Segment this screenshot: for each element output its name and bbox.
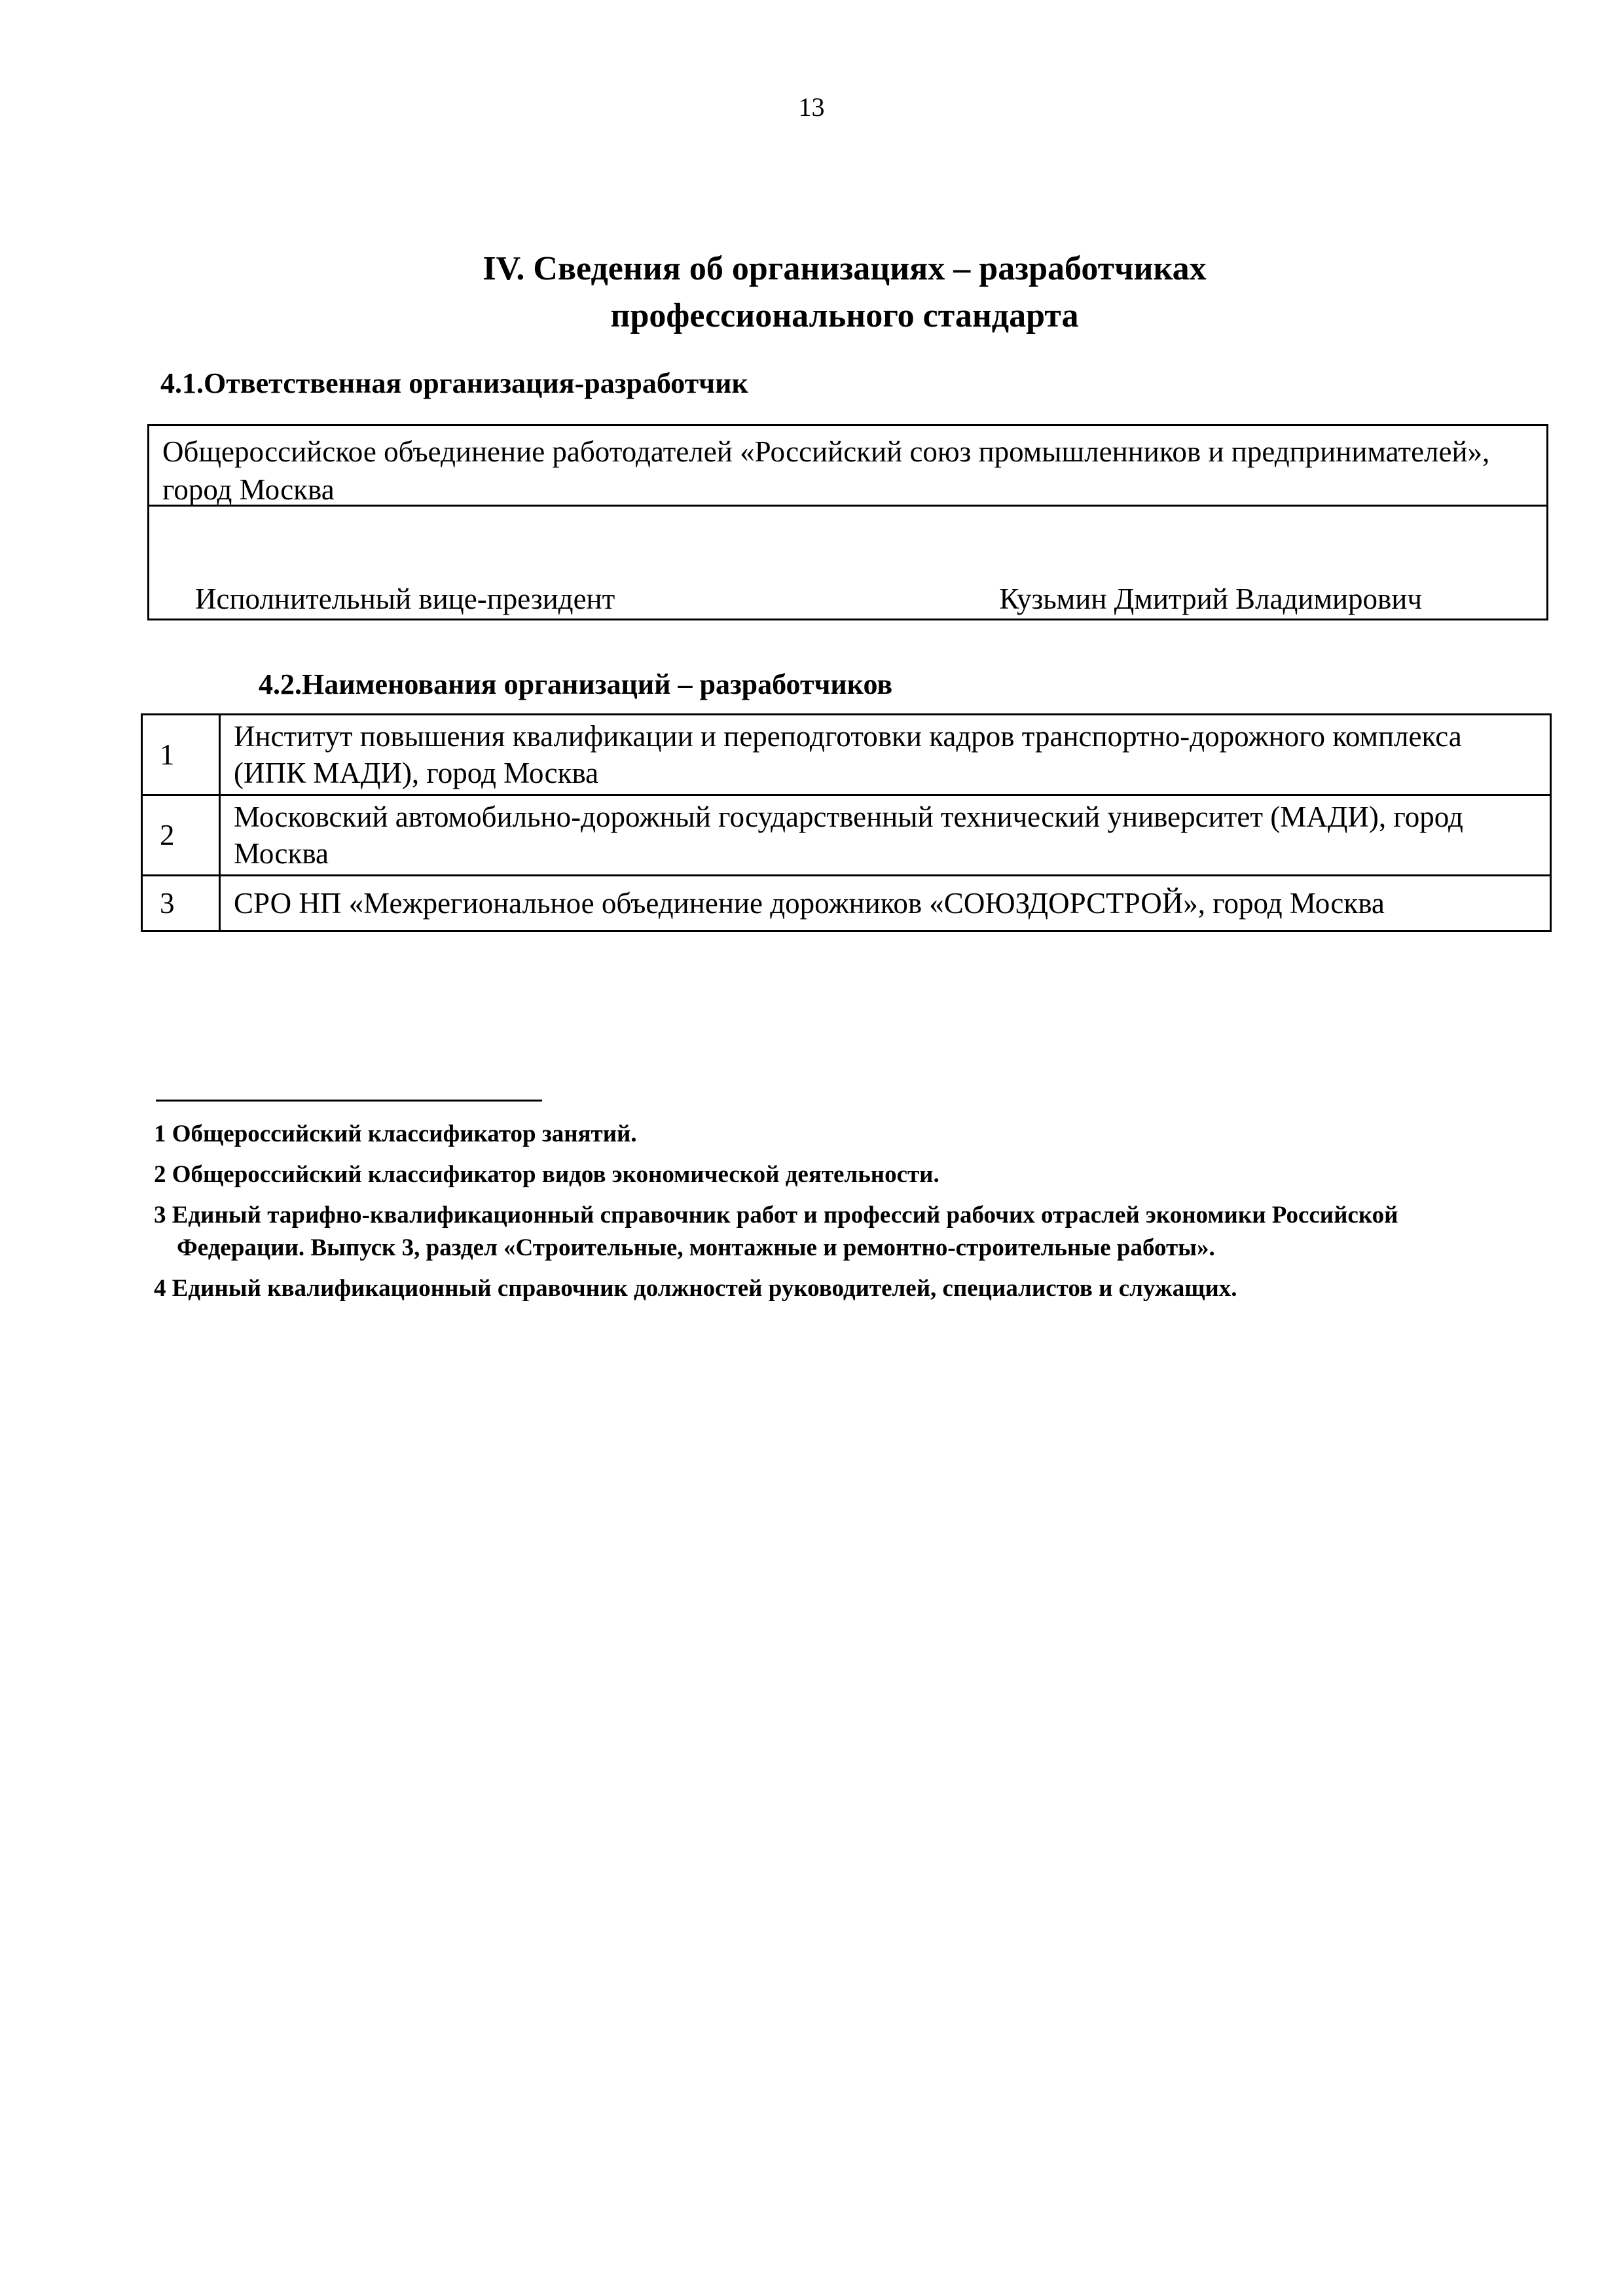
- footnote-4: 4 Единый квалификационный справочник должностей руководителей, специалистов и служащих.: [154, 1275, 1237, 1302]
- row-number: 3: [142, 876, 220, 931]
- table-row: [142, 876, 1551, 931]
- developers-heading: 4.2.Наименования организаций – разработчиков: [259, 668, 893, 700]
- responsible-org-divider: [149, 505, 1546, 507]
- footnotes: [154, 1118, 1552, 1313]
- developer-name: Институт повышения квалификации и переподготовки кадров транспортно-дорожного комплекса (ИПК МАДИ), город Москва: [220, 715, 1551, 795]
- signatory-position: Исполнительный вице-президент: [195, 583, 615, 615]
- footnote-separator: [156, 1100, 542, 1102]
- developer-name: Московский автомобильно-дорожный государственный технический университет (МАДИ), город Москва: [220, 795, 1551, 876]
- page-number: 13: [798, 92, 825, 122]
- footnote-3: [154, 1199, 1552, 1265]
- row-number: 1: [142, 715, 220, 795]
- responsible-org-box: [147, 424, 1548, 620]
- developer-name: СРО НП «Межрегиональное объединение дорожников «СОЮЗДОРСТРОЙ», город Москва: [220, 876, 1551, 931]
- row-number: 2: [142, 795, 220, 876]
- footnote-2: 2 Общероссийский классификатор видов экономической деятельности.: [154, 1161, 939, 1188]
- responsible-org-name: Общероссийское объединение работодателей «Российский союз промышленников и предпринимателей», город Москва: [162, 435, 1490, 506]
- table-row: [142, 795, 1551, 876]
- developers-table: [141, 713, 1552, 932]
- section-title-line-1: IV. Сведения об организациях – разработчиках: [483, 250, 1207, 287]
- footnote-1: 1 Общероссийский классификатор занятий.: [154, 1121, 637, 1147]
- table-row: [142, 715, 1551, 795]
- signatory-name: Кузьмин Дмитрий Владимирович: [999, 583, 1422, 615]
- footnote-3-line-1: 3 Единый тарифно-квалификационный справочник работ и профессий рабочих отраслей экономики Российской: [154, 1202, 1398, 1229]
- section-title: [196, 245, 1493, 340]
- footnote-3-line-2: Федерации. Выпуск 3, раздел «Строительные, монтажные и ремонтно-строительные работы».: [177, 1234, 1215, 1261]
- responsible-org-heading: 4.1.Ответственная организация-разработчик: [160, 367, 748, 399]
- section-title-line-2: профессионального стандарта: [610, 297, 1079, 334]
